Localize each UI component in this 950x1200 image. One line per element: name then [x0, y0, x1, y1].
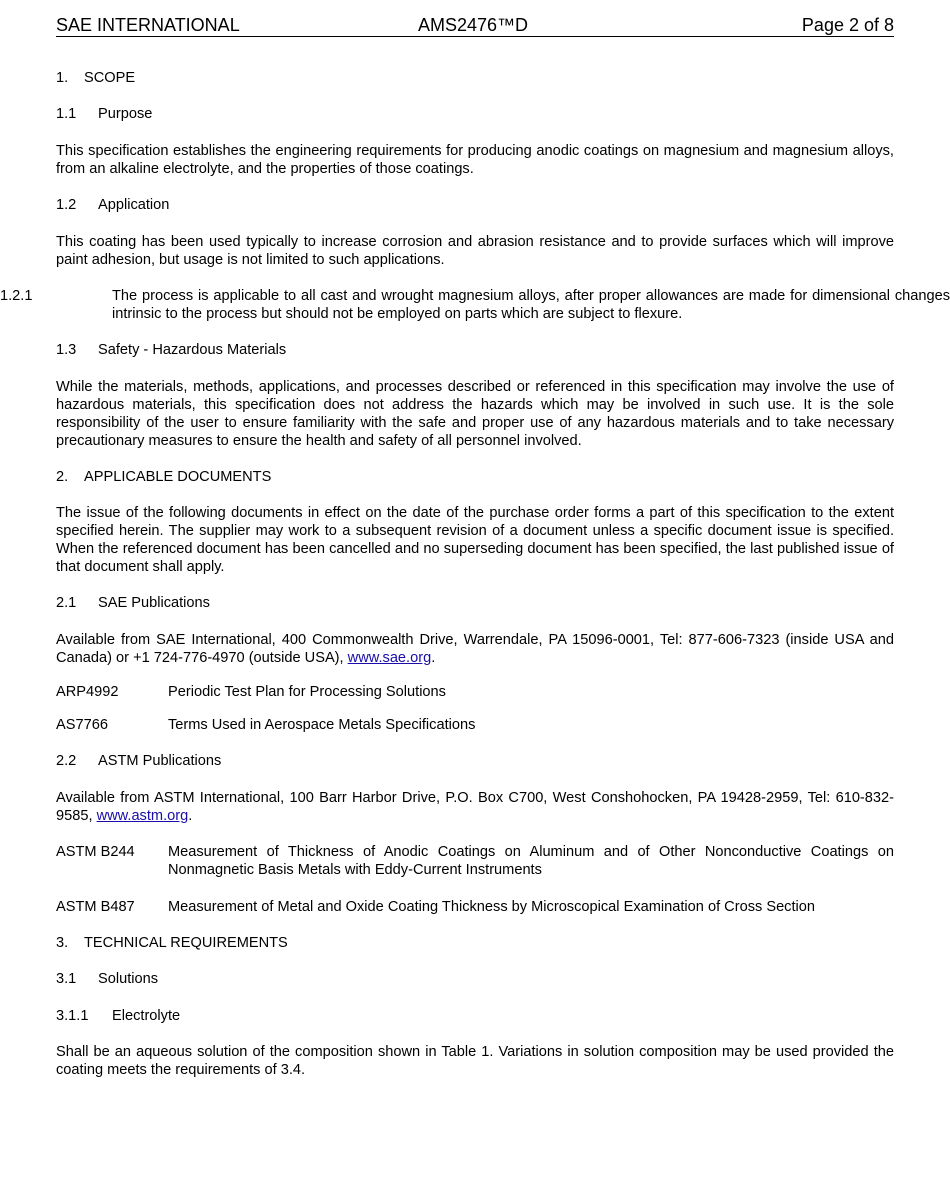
- page-header: [56, 14, 894, 37]
- section-3-1-1-text: Shall be an aqueous solution of the composition shown in Table 1. Variations in solution composition may be used provided the coating meets the requirements of 3.4.: [56, 1044, 894, 1078]
- header-org: SAE INTERNATIONAL: [56, 15, 240, 35]
- header-page-number: Page 2 of 8: [801, 15, 894, 35]
- sae-website-link[interactable]: www.sae.org: [347, 650, 432, 666]
- section-1-2-heading: 1.2 Application: [56, 197, 170, 213]
- section-1-1-text: This specification establishes the engineering requirements for producing anodic coatings on magnesium and magnesium alloys, from an alkaline electrolyte, and the properties of those coatings.: [56, 143, 894, 177]
- section-2-2-heading: 2.2 ASTM Publications: [56, 753, 222, 769]
- section-3-heading: 3. TECHNICAL REQUIREMENTS: [56, 935, 288, 951]
- header-doc-number: AMS2476™D: [418, 15, 529, 35]
- section-3-1-heading: 3.1 Solutions: [56, 971, 159, 987]
- section-1-heading: 1. SCOPE: [56, 70, 136, 86]
- section-1-2-1: [0, 287, 950, 323]
- section-2-text: The issue of the following documents in effect on the date of the purchase order forms a part of this specification to the extent specified herein. The supplier may work to a subsequent revision of a document unless a specific document issue is specified. When the referenced document has been cancelled and no superseding document has been specified, the last published issue of that document shall apply.: [56, 505, 894, 575]
- section-1-3-text: While the materials, methods, applications, and processes described or referenced in this specification may involve the use of hazardous materials, this specification does not address the hazards which may be involved in such use. It is the sole responsibility of the user to ensure familiarity with the safe and proper use of any hazardous materials and to take necessary precautionary measures to ensure the health and safety of all personnel involved.: [56, 379, 894, 449]
- section-1-2-1-number: 1.2.1: [0, 288, 33, 304]
- section-1-3-heading: 1.3 Safety - Hazardous Materials: [56, 342, 287, 358]
- section-2-1-text: Available from SAE International, 400 Commonwealth Drive, Warrendale, PA 15096-0001, Tel: 877-606-7323 (inside USA and Canada) or +1 724-776-4970 (outside USA), www.sae.org.: [56, 632, 894, 666]
- section-1-2-text: This coating has been used typically to increase corrosion and abrasion resistance and to provide surfaces which will improve paint adhesion, but usage is not limited to such applications.: [56, 234, 894, 268]
- section-1-2-1-text: The process is applicable to all cast and wrought magnesium alloys, after proper allowances are made for dimensional changes intrinsic to the process but should not be employed on parts which are subject to flexure.: [112, 288, 950, 322]
- astm-website-link[interactable]: www.astm.org: [96, 808, 189, 824]
- section-2-2-text: Available from ASTM International, 100 Barr Harbor Drive, P.O. Box C700, West Conshohocken, PA 19428-2959, Tel: 610-832-9585, www.astm.org.: [56, 790, 894, 824]
- section-2-1-heading: 2.1 SAE Publications: [56, 595, 210, 611]
- section-2-heading: 2. APPLICABLE DOCUMENTS: [56, 469, 272, 485]
- section-1-1-heading: 1.1 Purpose: [56, 106, 153, 122]
- section-3-1-1-heading: 3.1.1 Electrolyte: [56, 1008, 181, 1024]
